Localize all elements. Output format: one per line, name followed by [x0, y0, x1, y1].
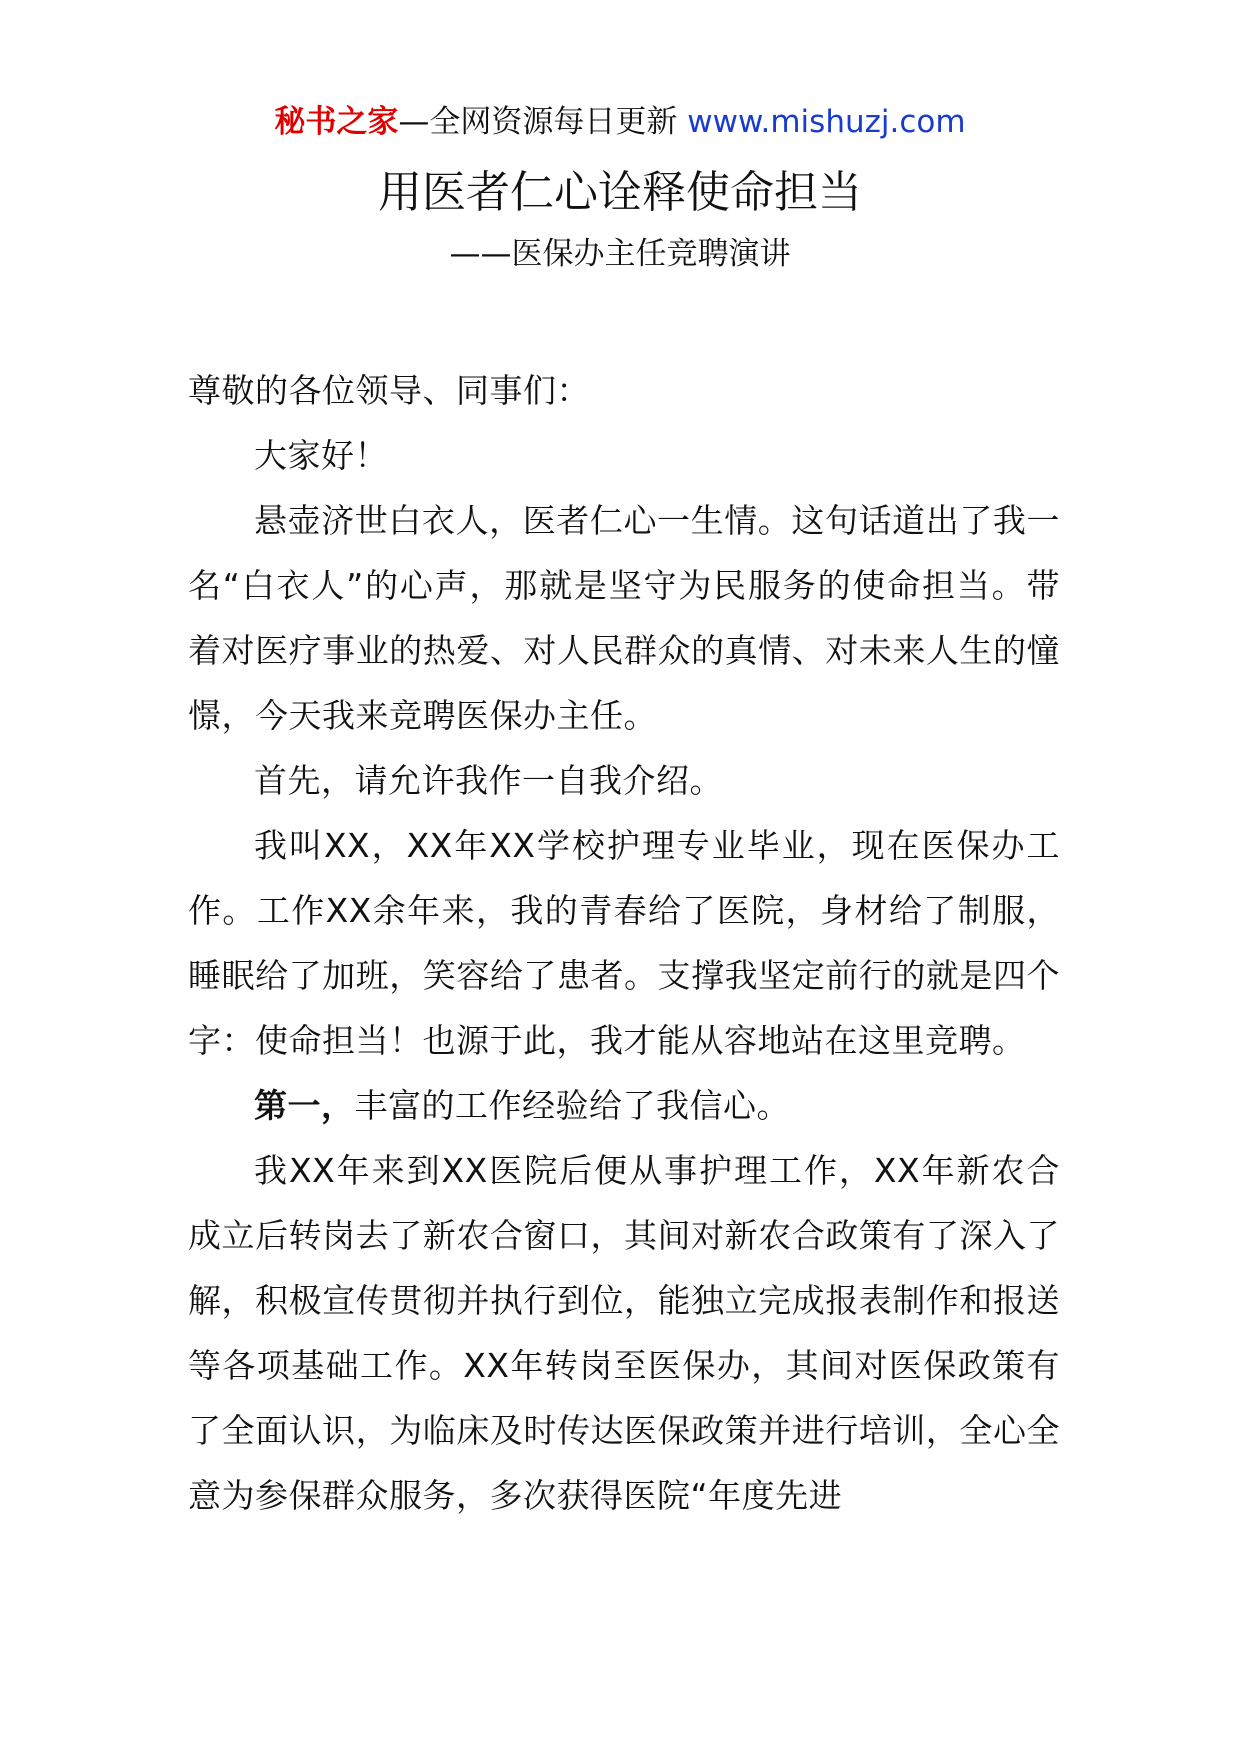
document-subtitle: ——医保办主任竞聘演讲	[449, 236, 791, 272]
paragraph-4	[188, 1073, 1060, 1138]
paragraph-5: 我XX年来到XX医院后便从事护理工作，XX年新农合成立后转岗去了新农合窗口，其间对新农合政策有了深入了解，积极宣传贯彻并执行到位，能独立完成报表制作和报送等各项基础工作。XX年转岗至医保办，其间对医保政策有了全面认识，为临床及时传达医保政策并进行培训，全心全意为参保群众服务，多次获得医院“年度先进	[188, 1151, 1060, 1515]
brand-name: 秘书之家	[274, 104, 399, 140]
banner-slogan: —全网资源每日更新	[398, 104, 688, 140]
paragraph-3: 我叫XX，XX年XX学校护理专业毕业，现在医保办工作。工作XX余年来，我的青春给了医院，身材给了制服，睡眠给了加班，笑容给了患者。支撑我坚定前行的就是四个字：使命担当！也源于此，我才能从容地站在这里竞聘。	[188, 826, 1060, 1060]
salutation: 尊敬的各位领导、同事们：	[188, 371, 590, 410]
section-heading-text: 丰富的工作经验给了我信心。	[354, 1086, 790, 1125]
paragraph-1: 悬壶济世白衣人，医者仁心一生情。这句话道出了我一名“白衣人”的心声，那就是坚守为民服务的使命担当。带着对医疗事业的热爱、对人民群众的真情、对未来人生的憧憬，今天我来竞聘医保办主任。	[188, 501, 1060, 735]
document-body	[188, 358, 1060, 1528]
banner-url-link[interactable]: www.mishuzj.com	[687, 104, 966, 140]
document-title: 用医者仁心诠释使命担当	[378, 167, 862, 218]
section-heading-first: 第一，	[254, 1086, 355, 1125]
site-banner	[0, 100, 1240, 144]
paragraph-2: 首先，请允许我作一自我介绍。	[254, 761, 723, 800]
greeting: 大家好！	[254, 436, 388, 475]
